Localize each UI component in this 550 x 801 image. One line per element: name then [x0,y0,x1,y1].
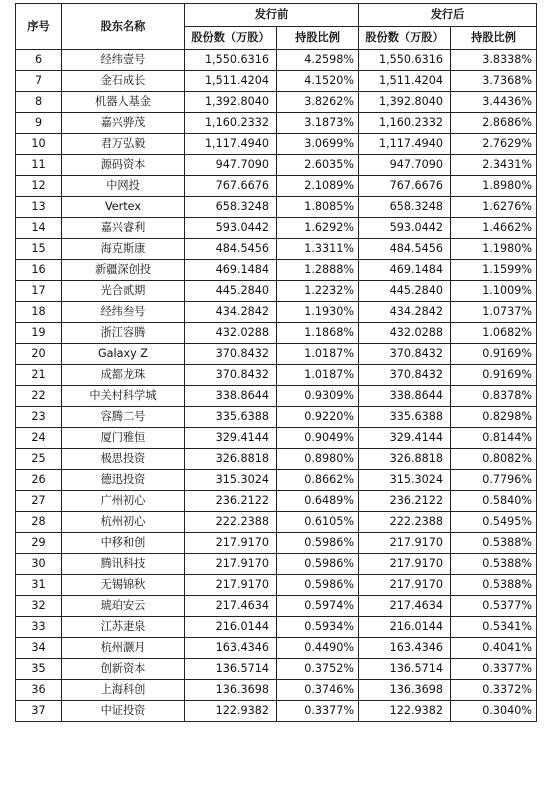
table-row [16,260,537,281]
row-seq: 15 [16,239,62,260]
row-holder-name: 广州初心 [62,491,185,512]
row-seq: 12 [16,176,62,197]
row-before-shares: 236.2122 [185,491,277,512]
row-before-shares: 315.3024 [185,470,277,491]
row-after-ratio: 0.5388% [451,533,537,554]
row-after-shares: 1,511.4204 [359,71,451,92]
row-holder-name: 经纬壹号 [62,50,185,71]
row-before-shares: 434.2842 [185,302,277,323]
row-seq: 24 [16,428,62,449]
table-row [16,596,537,617]
table-row [16,512,537,533]
row-before-shares: 217.9170 [185,575,277,596]
row-seq: 13 [16,197,62,218]
row-holder-name: 浙江容腾 [62,323,185,344]
row-before-ratio: 0.9309% [277,386,359,407]
row-holder-name: 琥珀安云 [62,596,185,617]
row-holder-name: 德迅投资 [62,470,185,491]
row-seq: 9 [16,113,62,134]
row-seq: 36 [16,680,62,701]
table-row [16,554,537,575]
row-holder-name: 无锡锦秋 [62,575,185,596]
row-seq: 30 [16,554,62,575]
row-before-shares: 658.3248 [185,197,277,218]
row-before-ratio: 2.6035% [277,155,359,176]
row-before-ratio: 0.3377% [277,701,359,722]
row-after-ratio: 0.5388% [451,554,537,575]
row-holder-name: 中移和创 [62,533,185,554]
table-row [16,197,537,218]
row-after-shares: 445.2840 [359,281,451,302]
row-holder-name: 金石成长 [62,71,185,92]
row-after-shares: 217.9170 [359,575,451,596]
row-holder-name: 江苏疌泉 [62,617,185,638]
row-before-ratio: 0.8662% [277,470,359,491]
row-seq: 22 [16,386,62,407]
row-seq: 19 [16,323,62,344]
row-before-shares: 122.9382 [185,701,277,722]
row-before-ratio: 0.9049% [277,428,359,449]
row-holder-name: 上海科创 [62,680,185,701]
table-row [16,470,537,491]
row-before-shares: 1,117.4940 [185,134,277,155]
row-before-shares: 222.2388 [185,512,277,533]
table-row [16,344,537,365]
row-holder-name: 君万弘毅 [62,134,185,155]
row-holder-name: 源码资本 [62,155,185,176]
row-before-shares: 484.5456 [185,239,277,260]
row-after-ratio: 1.8980% [451,176,537,197]
row-after-ratio: 0.5377% [451,596,537,617]
table-row [16,365,537,386]
table-row [16,617,537,638]
row-after-shares: 222.2388 [359,512,451,533]
row-before-shares: 1,511.4204 [185,71,277,92]
row-after-ratio: 3.8338% [451,50,537,71]
row-before-ratio: 3.0699% [277,134,359,155]
row-holder-name: 极思投资 [62,449,185,470]
row-holder-name: 腾讯科技 [62,554,185,575]
row-after-shares: 658.3248 [359,197,451,218]
row-after-shares: 434.2842 [359,302,451,323]
row-before-ratio: 1.0187% [277,344,359,365]
row-after-shares: 326.8818 [359,449,451,470]
row-before-ratio: 1.6292% [277,218,359,239]
row-before-shares: 326.8818 [185,449,277,470]
row-after-shares: 217.9170 [359,533,451,554]
table-row [16,449,537,470]
row-after-shares: 216.0144 [359,617,451,638]
row-holder-name: 中网投 [62,176,185,197]
row-seq: 14 [16,218,62,239]
table-row [16,134,537,155]
row-seq: 27 [16,491,62,512]
row-holder-name: 创新资本 [62,659,185,680]
row-seq: 26 [16,470,62,491]
row-holder-name: 嘉兴睿利 [62,218,185,239]
row-before-shares: 469.1484 [185,260,277,281]
row-before-shares: 335.6388 [185,407,277,428]
row-before-ratio: 0.5986% [277,533,359,554]
row-after-ratio: 0.9169% [451,344,537,365]
row-before-ratio: 0.5986% [277,575,359,596]
table-row [16,533,537,554]
row-after-ratio: 1.1980% [451,239,537,260]
row-before-ratio: 1.1868% [277,323,359,344]
row-holder-name: 嘉兴骅茂 [62,113,185,134]
shareholder-table [15,3,537,722]
row-before-shares: 217.9170 [185,554,277,575]
row-before-ratio: 0.5986% [277,554,359,575]
header-after-issue: 发行后 [359,4,537,27]
row-holder-name: 杭州初心 [62,512,185,533]
table-row [16,302,537,323]
row-after-shares: 469.1484 [359,260,451,281]
table-header [16,4,537,50]
row-seq: 37 [16,701,62,722]
row-after-ratio: 0.4041% [451,638,537,659]
table-row [16,323,537,344]
row-after-shares: 136.5714 [359,659,451,680]
row-before-shares: 593.0442 [185,218,277,239]
header-before-ratio: 持股比例 [277,27,359,50]
row-seq: 31 [16,575,62,596]
row-before-ratio: 0.6489% [277,491,359,512]
row-after-shares: 370.8432 [359,365,451,386]
row-after-ratio: 0.5388% [451,575,537,596]
row-after-shares: 329.4144 [359,428,451,449]
row-before-shares: 370.8432 [185,365,277,386]
row-before-shares: 329.4144 [185,428,277,449]
row-seq: 25 [16,449,62,470]
row-before-shares: 136.5714 [185,659,277,680]
row-after-shares: 217.9170 [359,554,451,575]
row-before-ratio: 0.5974% [277,596,359,617]
row-before-ratio: 0.6105% [277,512,359,533]
row-after-ratio: 1.0682% [451,323,537,344]
row-seq: 29 [16,533,62,554]
shareholder-table-page [15,3,536,722]
row-after-ratio: 0.7796% [451,470,537,491]
row-after-shares: 1,117.4940 [359,134,451,155]
row-before-ratio: 3.8262% [277,92,359,113]
row-before-shares: 370.8432 [185,344,277,365]
row-after-ratio: 0.5840% [451,491,537,512]
row-after-ratio: 1.1599% [451,260,537,281]
row-after-shares: 593.0442 [359,218,451,239]
row-holder-name: 容腾二号 [62,407,185,428]
row-after-shares: 217.4634 [359,596,451,617]
row-after-ratio: 2.3431% [451,155,537,176]
row-after-ratio: 0.9169% [451,365,537,386]
table-row [16,701,537,722]
row-after-shares: 432.0288 [359,323,451,344]
row-before-shares: 445.2840 [185,281,277,302]
header-after-ratio: 持股比例 [451,27,537,50]
row-before-ratio: 1.2888% [277,260,359,281]
row-after-shares: 335.6388 [359,407,451,428]
row-before-ratio: 1.8085% [277,197,359,218]
row-after-ratio: 2.7629% [451,134,537,155]
row-seq: 8 [16,92,62,113]
row-after-ratio: 0.5495% [451,512,537,533]
row-after-shares: 1,392.8040 [359,92,451,113]
row-before-shares: 217.4634 [185,596,277,617]
row-seq: 6 [16,50,62,71]
row-after-shares: 484.5456 [359,239,451,260]
row-holder-name: 机器人基金 [62,92,185,113]
row-seq: 17 [16,281,62,302]
row-before-shares: 216.0144 [185,617,277,638]
row-before-ratio: 2.1089% [277,176,359,197]
row-after-ratio: 0.8298% [451,407,537,428]
row-before-ratio: 0.4490% [277,638,359,659]
header-holder-name: 股东名称 [62,4,185,50]
row-after-ratio: 3.4436% [451,92,537,113]
row-after-shares: 122.9382 [359,701,451,722]
row-seq: 34 [16,638,62,659]
row-after-ratio: 0.3377% [451,659,537,680]
row-before-shares: 163.4346 [185,638,277,659]
row-seq: 23 [16,407,62,428]
row-after-ratio: 0.8144% [451,428,537,449]
header-before-issue: 发行前 [185,4,359,27]
row-seq: 7 [16,71,62,92]
row-after-shares: 767.6676 [359,176,451,197]
row-after-ratio: 0.3372% [451,680,537,701]
row-holder-name: 中证投资 [62,701,185,722]
row-before-ratio: 0.3746% [277,680,359,701]
row-after-shares: 236.2122 [359,491,451,512]
table-row [16,50,537,71]
row-before-ratio: 4.2598% [277,50,359,71]
row-after-ratio: 1.1009% [451,281,537,302]
row-holder-name: 海克斯康 [62,239,185,260]
row-seq: 33 [16,617,62,638]
table-row [16,659,537,680]
row-holder-name: 厦门雅恒 [62,428,185,449]
row-seq: 35 [16,659,62,680]
row-holder-name: Galaxy Z [62,344,185,365]
row-before-ratio: 3.1873% [277,113,359,134]
row-after-ratio: 0.3040% [451,701,537,722]
table-row [16,92,537,113]
row-seq: 10 [16,134,62,155]
table-row [16,218,537,239]
row-after-shares: 370.8432 [359,344,451,365]
row-after-shares: 1,550.6316 [359,50,451,71]
row-after-shares: 163.4346 [359,638,451,659]
header-after-shares: 股份数（万股） [359,27,451,50]
row-before-ratio: 0.8980% [277,449,359,470]
row-before-ratio: 0.3752% [277,659,359,680]
row-after-shares: 947.7090 [359,155,451,176]
row-holder-name: 杭州灏月 [62,638,185,659]
table-row [16,281,537,302]
row-before-ratio: 1.1930% [277,302,359,323]
row-before-shares: 1,392.8040 [185,92,277,113]
row-after-shares: 315.3024 [359,470,451,491]
table-row [16,239,537,260]
row-after-shares: 136.3698 [359,680,451,701]
row-after-shares: 1,160.2332 [359,113,451,134]
row-after-shares: 338.8644 [359,386,451,407]
table-row [16,155,537,176]
row-seq: 28 [16,512,62,533]
row-before-shares: 947.7090 [185,155,277,176]
row-after-ratio: 1.6276% [451,197,537,218]
row-after-ratio: 0.5341% [451,617,537,638]
row-before-ratio: 1.0187% [277,365,359,386]
row-after-ratio: 1.0737% [451,302,537,323]
row-holder-name: 光合贰期 [62,281,185,302]
row-seq: 16 [16,260,62,281]
row-after-ratio: 2.8686% [451,113,537,134]
row-seq: 18 [16,302,62,323]
table-row [16,386,537,407]
table-row [16,680,537,701]
table-row [16,638,537,659]
table-row [16,407,537,428]
row-before-shares: 217.9170 [185,533,277,554]
row-before-shares: 1,160.2332 [185,113,277,134]
row-seq: 32 [16,596,62,617]
table-row [16,428,537,449]
row-seq: 21 [16,365,62,386]
row-holder-name: 新疆深创投 [62,260,185,281]
header-before-shares: 股份数（万股） [185,27,277,50]
table-row [16,176,537,197]
row-before-ratio: 1.2232% [277,281,359,302]
row-before-ratio: 4.1520% [277,71,359,92]
table-row [16,491,537,512]
row-after-ratio: 0.8082% [451,449,537,470]
row-seq: 20 [16,344,62,365]
table-body [16,50,537,722]
header-seq: 序号 [16,4,62,50]
table-row [16,113,537,134]
row-before-shares: 767.6676 [185,176,277,197]
row-holder-name: Vertex [62,197,185,218]
row-holder-name: 成都龙珠 [62,365,185,386]
row-after-ratio: 1.4662% [451,218,537,239]
row-before-shares: 338.8644 [185,386,277,407]
row-holder-name: 经纬叁号 [62,302,185,323]
row-before-shares: 1,550.6316 [185,50,277,71]
row-seq: 11 [16,155,62,176]
row-before-ratio: 1.3311% [277,239,359,260]
row-after-ratio: 3.7368% [451,71,537,92]
table-row [16,575,537,596]
row-before-shares: 432.0288 [185,323,277,344]
row-holder-name: 中关村科学城 [62,386,185,407]
table-row [16,71,537,92]
row-before-shares: 136.3698 [185,680,277,701]
row-before-ratio: 0.9220% [277,407,359,428]
row-before-ratio: 0.5934% [277,617,359,638]
row-after-ratio: 0.8378% [451,386,537,407]
